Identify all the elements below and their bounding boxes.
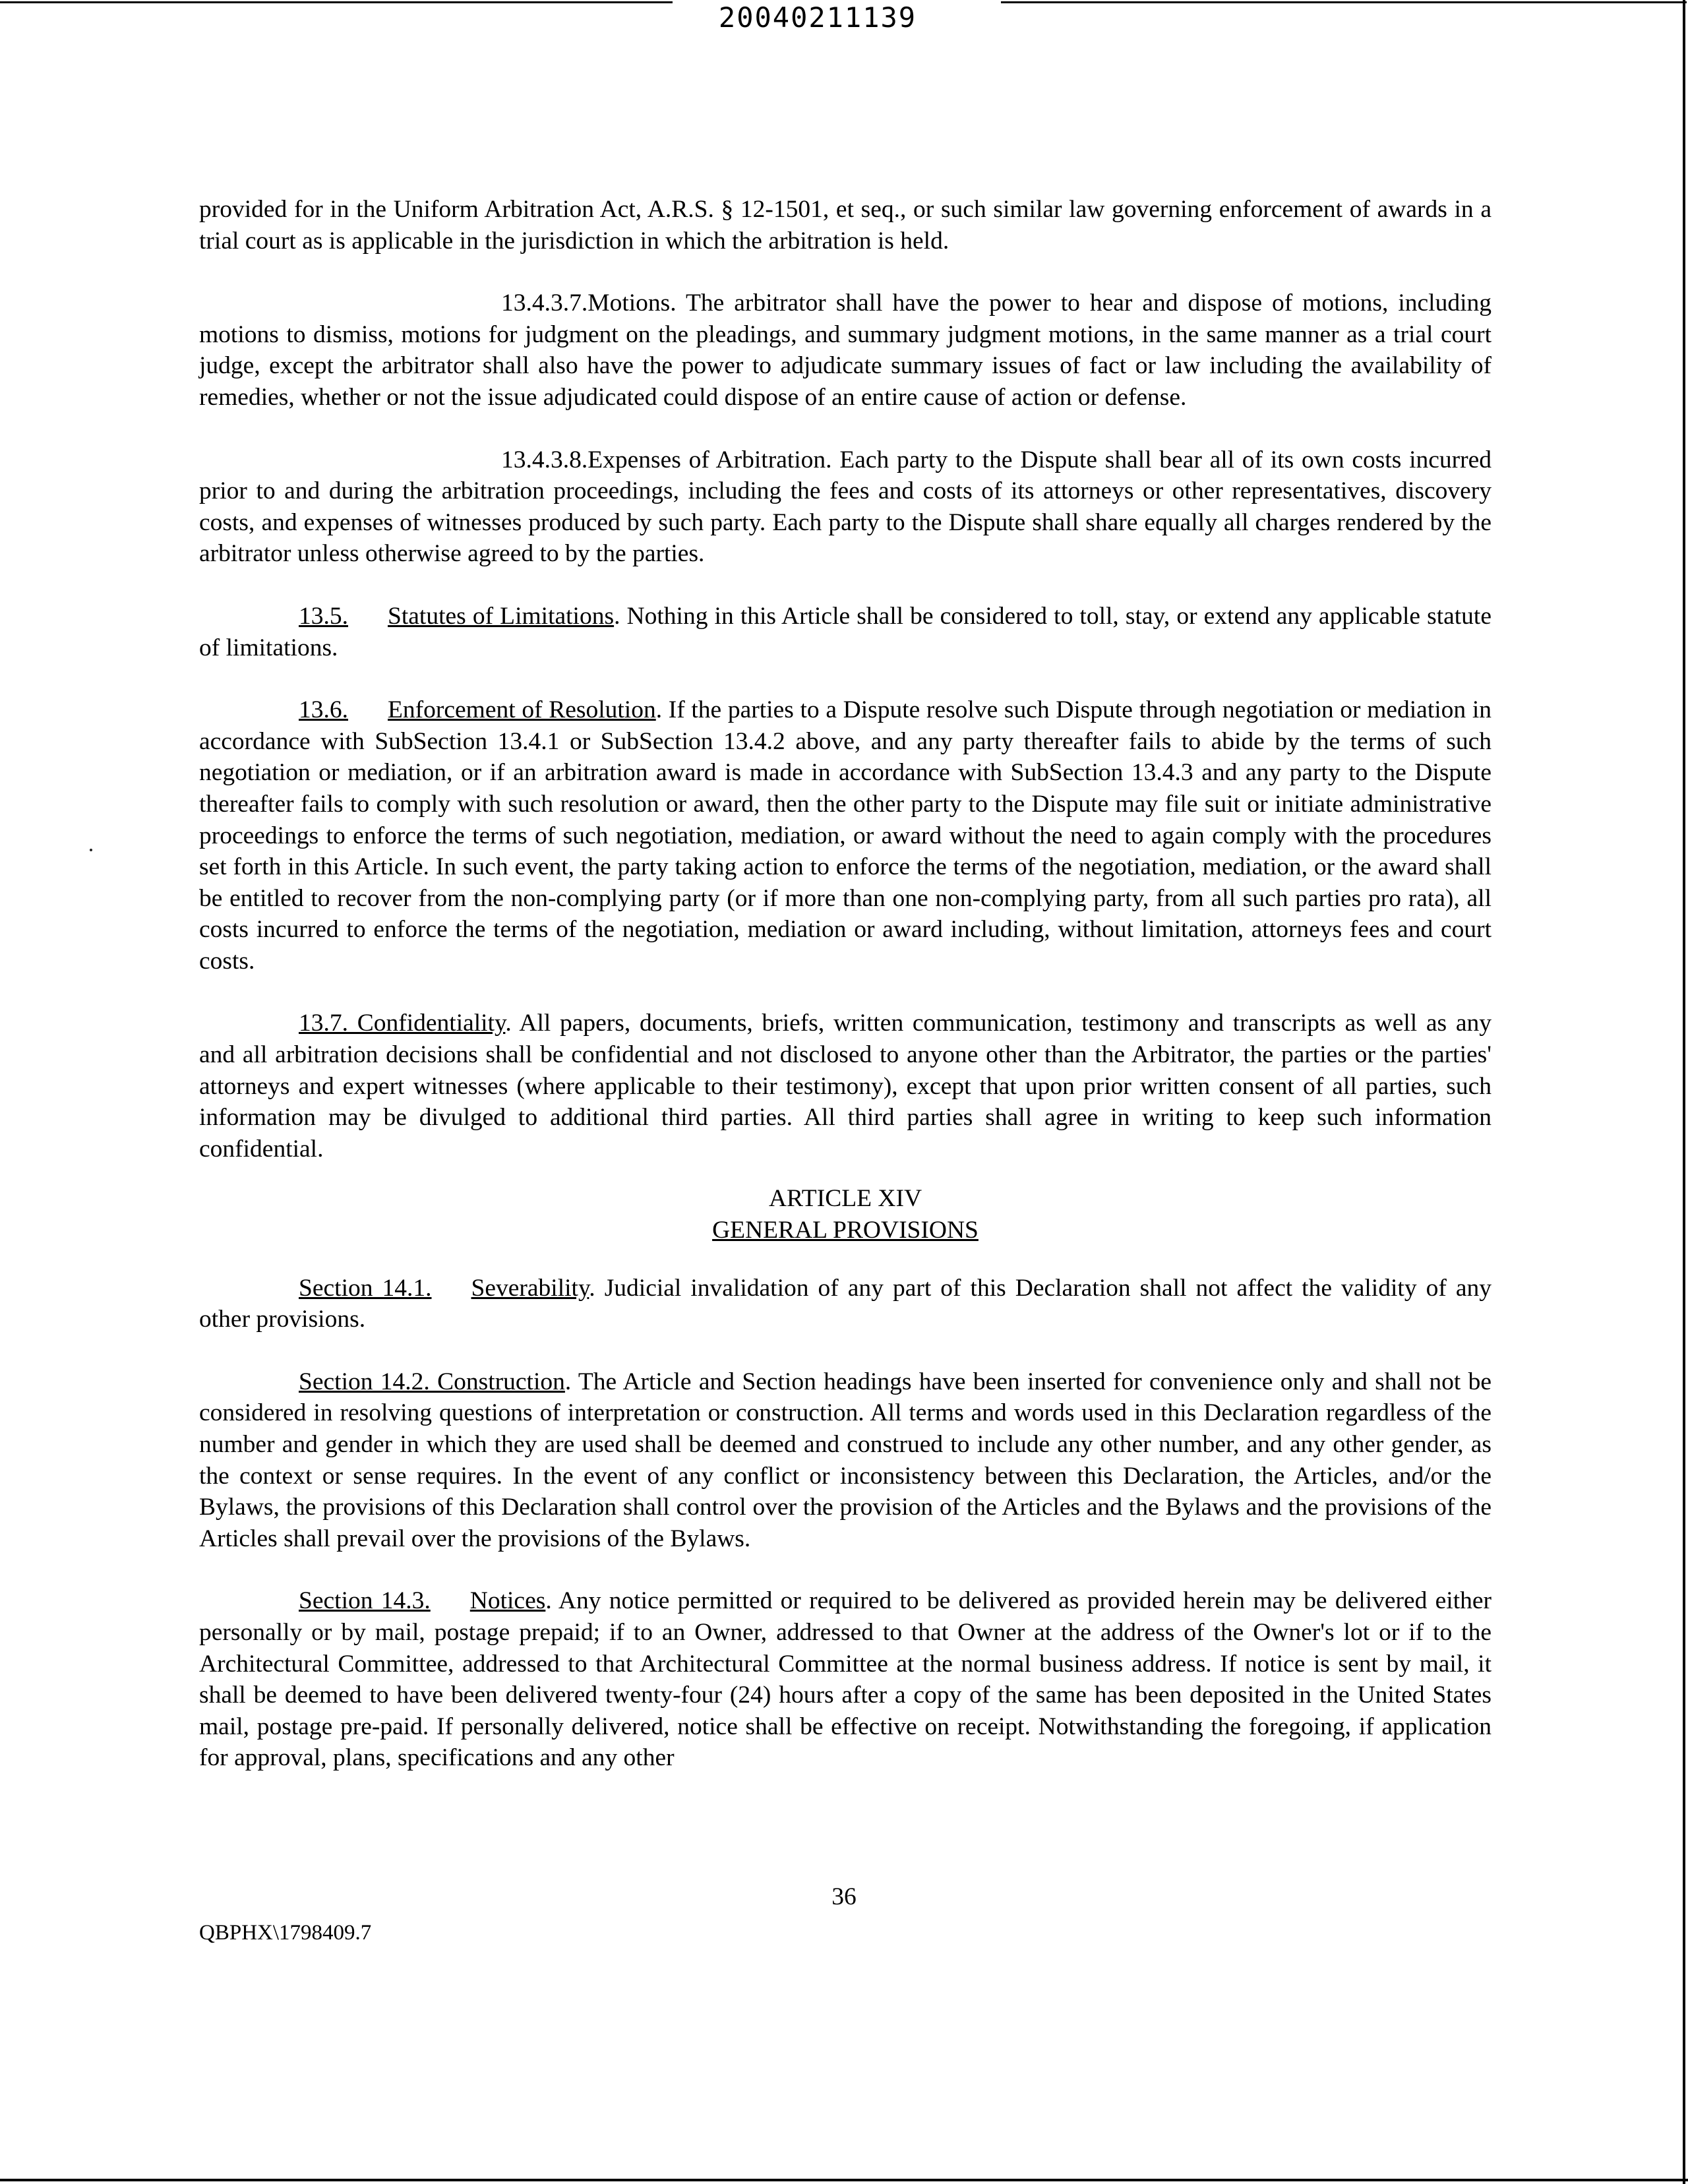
section-title: Section 14.2. Construction [299,1368,565,1395]
section-number: Section 14.3. [299,1587,431,1615]
article-title: GENERAL PROVISIONS [712,1217,979,1244]
document-body [199,194,1492,1805]
top-rule-right [1001,1,1687,3]
section-number: 13.5. [299,602,348,630]
paragraph-13-7: 13.7. Confidentiality. All papers, documents, briefs, written communication, testimony and transcripts as well as any and all arbitration decisions shall be confidential and not disclosed to anyone other than the Arbitrator, the parties or the parties' attorneys and expert witnesses (where applicable to their testimony), except that upon prior written consent of all parties, such information may be divulged to additional third parties. All third parties shall agree in writing to keep such information confidential. [199,1010,1492,1163]
paragraph-14-1: Section 14.1. Severability. Judicial invalidation of any part of this Declaration shall not affect the validity of any other provisions. [199,1274,1492,1333]
section-title: Notices [469,1587,546,1615]
document-number: 20040211139 [718,1,917,34]
section-number: 13.4.3.8. [501,446,588,473]
footer-document-id: QBPHX\1798409.7 [199,1921,372,1945]
section-title: Statutes of Limitations [388,602,615,630]
section-number: Section 14.1. [299,1274,432,1302]
section-number: 13.4.3.7. [501,289,588,317]
paragraph-13-5: 13.5. Statutes of Limitations. Nothing in this Article shall be considered to toll, stay, or extend any applicable statute of limitations. [199,602,1492,661]
paragraph-continuation: provided for in the Uniform Arbitration Act, A.R.S. § 12-1501, et seq., or such similar law governing enforcement of awards in a trial court as is applicable in the jurisdiction in which the arbitration is held. [199,196,1492,255]
paragraph-13-4-3-8: 13.4.3.8.Expenses of Arbitration. Each party to the Dispute shall bear all of its own costs incurred prior to and during the arbitration proceedings, including the fees and costs of its attorneys or other representatives, discovery costs, and expenses of witnesses produced by such party. Each party to the Dispute shall share equally all charges rendered by the arbitrator unless otherwise agreed to by the parties. [199,446,1492,568]
scan-speck [90,849,92,851]
paragraph-14-3: Section 14.3. Notices. Any notice permitted or required to be delivered as provided herein may be delivered either personally or by mail, postage prepaid; if to an Owner, addressed to that Owner at the address of the Owner's lot or if to the Architectural Committee, addressed to that Architectural Committee at the normal business address. If notice is sent by mail, it shall be deemed to have been delivered twenty-four (24) hours after a copy of the same has been deposited in the United States mail, postage pre-paid. If personally delivered, notice shall be effective on receipt. Notwithstanding the foregoing, if application for approval, plans, specifications and any other [199,1587,1492,1772]
section-title: Enforcement of Resolution [388,696,656,724]
section-number: 13.6. [299,696,348,724]
paragraph-13-6: 13.6. Enforcement of Resolution. If the parties to a Dispute resolve such Dispute through negotiation or mediation in accordance with SubSection 13.4.1 or SubSection 13.4.2 above, and any party thereafter fails to abide by the terms of such negotiation or mediation, or if an arbitration award is made in accordance with SubSection 13.4.3 and any party to the Dispute thereafter fails to comply with such resolution or award, then the other party to the Dispute may file suit or initiate administrative proceedings to enforce the terms of such negotiation, mediation, or award without the need to again comply with the procedures set forth in this Article. In such event, the party taking action to enforce the terms of the negotiation, mediation, or the award shall be entitled to recover from the non-complying party (or if more than one non-complying party, from all such parties pro rata), all costs incurred to enforce the terms of the negotiation, mediation or award including, without limitation, attorneys fees and court costs. [199,696,1492,975]
top-rule-left [0,1,673,3]
scan-border-bottom [0,2179,1688,2181]
scan-border-right [1683,0,1685,2184]
section-title: 13.7. Confidentiality [299,1010,506,1037]
section-title: Expenses of Arbitration. [588,446,832,473]
paragraph-14-2: Section 14.2. Construction. The Article and Section headings have been inserted for convenience only and shall not be considered in resolving questions of interpretation or construction. All terms and words used in this Declaration regardless of the number and gender in which they are used shall be deemed and construed to include any other number, and any other gender, as the context or sense requires. In the event of any conflict or inconsistency between this Declaration, the Articles, and/or the Bylaws, the provisions of this Declaration shall control over the provision of the Articles and the Bylaws and the provisions of the Articles shall prevail over the provisions of the Bylaws. [199,1368,1492,1552]
section-title: Motions. [588,289,677,317]
paragraph-13-4-3-7: 13.4.3.7.Motions. The arbitrator shall have the power to hear and dispose of motions, including motions to dismiss, motions for judgment on the pleadings, and summary judgment motions, in the same manner as a trial court judge, except the arbitrator shall also have the power to adjudicate summary issues of fact or law including the availability of remedies, whether or not the issue adjudicated could dispose of an entire cause of action or defense. [199,289,1492,411]
section-title: Severability [471,1274,589,1302]
article-number: ARTICLE XIV [768,1185,922,1213]
page-number: 36 [831,1883,857,1910]
